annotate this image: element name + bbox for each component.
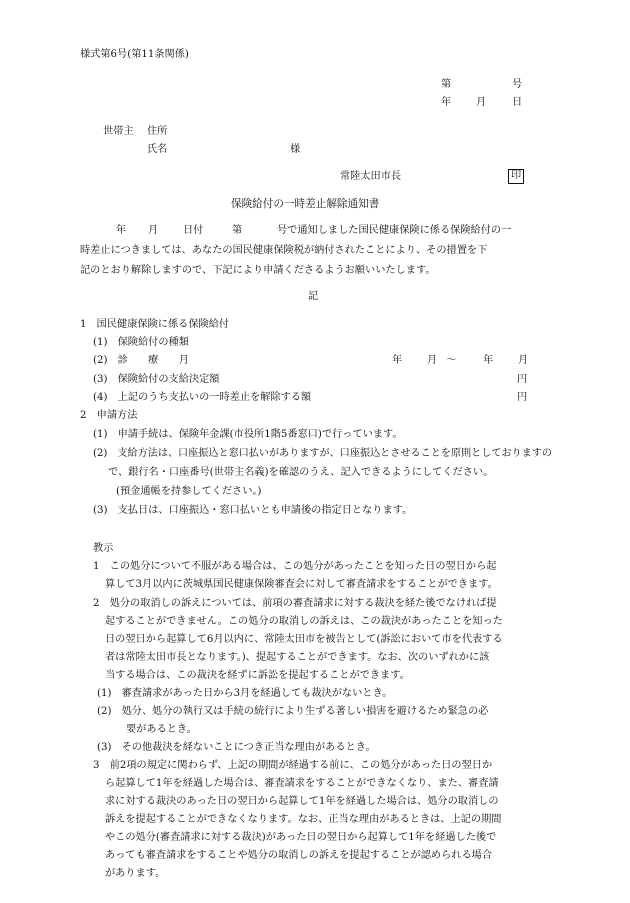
notice-p3-line1: 3 前2項の規定に関わらず、上記の期間が経過する前に、この処分があった日の翌日か [93,760,493,771]
doc-number-dai: 第 [441,79,452,90]
intro-line1: 号で通知しました国民健康保険に係る保険給付の一 [277,225,512,236]
notice-p2-item1: (1) 審査請求があった日から3月を経過しても裁決がないとき。 [97,688,393,699]
notice-p1-line1: 1 この処分について不服がある場合は、この処分があったことを知った日の翌日から起 [93,561,497,572]
issuer-title: 常陸太田市長 [340,171,402,182]
form-number: 様式第6号(第11条関係) [80,49,189,60]
sec1-item2-label: (2) 診 療 月 [93,355,189,366]
sec2-item2-line1: (2) 支給方法は、口座振込と窓口払いがありますが、口座振込とさせることを原則としておりますの [93,448,552,459]
doc-date-month: 月 [476,97,487,108]
sec2-item2-line2: で、銀行名・口座番号(世帯主名義)を確認のうえ、記入できるようにしてください。 [108,467,494,478]
sec1-item2-from-year: 年 [392,355,403,366]
notice-p2-item2-line2: 要があるとき。 [126,724,197,735]
notice-p3-line5: やこの処分(審査請求に対する裁決)があった日の翌日から起算して1年を経過した後で [105,832,497,843]
notice-p1-line2: 算して3月以内に茨城県国民健康保険審査会に対して審査請求をすることができます。 [105,579,498,590]
notice-p3-line7: があります。 [105,868,166,879]
sec2-item3: (3) 支払日は、口座振込・窓口払いとも申請後の指定日となります。 [93,505,413,516]
notice-p2-line3: 日の翌日から起算して6月以内に、常陸太田市を被告として(訴訟において市を代表する [105,634,503,645]
notice-p2-item2-line1: (2) 処分、処分の執行又は手続の続行により生ずる著しい損害を避けるため緊急の必 [97,706,489,717]
sec2-item1: (1) 申請手続は、保険年金課(市役所1階5番窓口)で行っています。 [93,429,403,440]
notice-p3-line2: ら起算して1年を経過した場合は、審査請求をすることができなくなり、また、審査請 [105,778,499,789]
notice-heading: 教示 [93,543,114,554]
addressee-address-label: 住所 [147,126,168,137]
notice-p2-line1: 2 処分の取消しの訴えについては、前項の審査請求に対する裁決を経た後でなければ提 [93,598,497,609]
intro-line3: 記のとおり解除しますので、下記により申請くださるようお願いいたします。 [80,265,436,276]
doc-date-year: 年 [441,97,452,108]
addressee-honorific: 様 [290,144,301,155]
intro-date-month: 月 [148,225,159,236]
sec1-item2-from-month: 月 [427,355,438,366]
sec2-item2-line3: (預金通帳を持参してください。) [116,486,262,497]
ki-marker: 記 [308,291,319,302]
sec1-item3-unit: 円 [517,374,528,385]
addressee-name-label: 氏名 [147,144,168,155]
notice-p2-line2: 起することができません。この処分の取消しの訴えは、この裁決があったことを知った [105,616,503,627]
sec1-heading: 1 国民健康保険に係る保険給付 [80,319,230,330]
notice-p3-line6: あっても審査請求をすることや処分の取消しの訴えを提起することが認められる場合 [105,850,493,861]
notice-p2-line5: 当する場合は、この裁決を経ずに訴訟を提起することができます。 [105,670,410,681]
intro-number-prefix: 第 [232,225,243,236]
sec1-item4-label: (4) 上記のうち支払いの一時差止を解除する額 [93,392,312,403]
issuer-seal [508,169,524,184]
sec1-item4-unit: 円 [517,392,528,403]
document-title: 保険給付の一時差止解除通知書 [231,198,380,210]
doc-number-go: 号 [512,79,523,90]
sec2-heading: 2 申請方法 [80,410,138,421]
seal-mark: 印 [508,169,524,184]
notice-p3-line4: 訴えを提起することができなくなります。なお、正当な理由があるときは、上記の期間 [105,814,502,825]
intro-date-year: 年 [116,225,127,236]
doc-date-day: 日 [512,97,523,108]
notice-p2-line4: 者は常陸太田市長となります。)、提起することができます。なお、次のいずれかに該 [105,652,490,663]
notice-p3-line3: 求に対する裁決のあった日の翌日から起算して1年を経過した場合は、処分の取消しの [105,796,499,807]
sec1-item2-to-year: 年 [483,355,494,366]
notice-p2-item3: (3) その他裁決を経ないことにつき正当な理由があるとき。 [97,742,376,753]
sec1-item2-tilde: ～ [446,355,457,366]
sec1-item2-to-month: 月 [518,355,529,366]
intro-line2: 時差止につきましては、あなたの国民健康保険税が納付されたことにより、その措置を下 [80,245,488,256]
sec1-item3-label: (3) 保険給付の支給決定額 [93,374,220,385]
sec1-item1: (1) 保険給付の種類 [93,337,189,348]
intro-date-label: 日付 [183,225,204,236]
addressee-label: 世帯主 [103,126,134,137]
